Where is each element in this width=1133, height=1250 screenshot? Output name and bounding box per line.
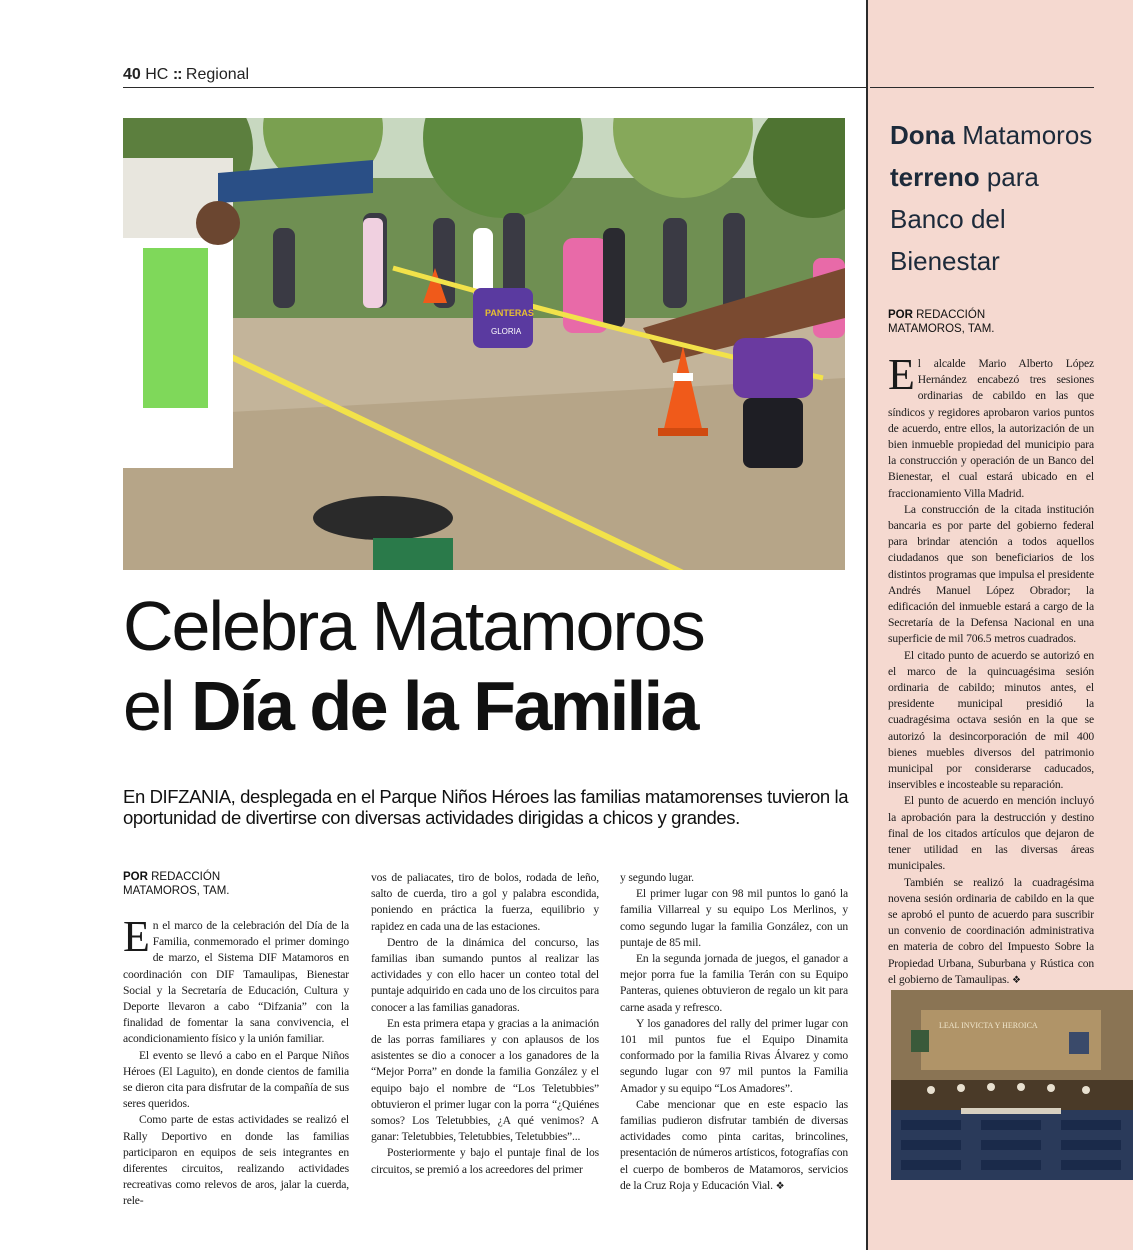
paragraph [888, 350, 1094, 502]
headline-prefix: el [123, 667, 174, 745]
byline-place: MATAMOROS, TAM. [123, 885, 230, 897]
header-rule [123, 87, 866, 88]
paragraph-text: l alcalde Mario Alberto López Hernández encabezó tres sesiones ordinarias de cabildo en las que síndicos y regidores aprobaron varios puntos de acuerdo, entre ellos, la autorización de un bien inmueble propiedad del municipio para la construcción y operación de un Banco del Bienestar, el cual estará ubicado en el fraccionamiento Villa Madrid. [888, 357, 1094, 500]
headline-bold: Día de la Familia [190, 667, 697, 745]
side-title-word: Dona [890, 120, 955, 150]
paragraph [888, 875, 1094, 989]
folio-separator: :: [172, 66, 182, 83]
main-column-1 [123, 912, 349, 1210]
main-photo [123, 118, 845, 570]
drop-cap: E [123, 912, 150, 961]
main-column-3 [620, 870, 848, 1195]
sidebar-header-rule [870, 87, 1094, 88]
paragraph-text: n el marco de la celebración del Día de la Familia, conmemorado el primer domingo de marzo, el Sistema DIF Matamoros en coordinación con DIF Tamaulipas, Bienestar Social y la Secretaría de Educación, Cultura y Deporte llevaron a cabo “Difzania” con la finalidad de fomentar la sana convivencia, el acondicionamiento físico y la unión familiar. [123, 919, 349, 1046]
paragraph-text: También se realizó la cuadragésima novena sesión ordinaria de cabildo en la que se aprobó el punto de acuerdo para suscribir un convenio de coordinación administrativa en materia de cobro del Impuesto Sobre la Propiedad Urbana, Suburbana y Rústica con el gobierno de Tamaulipas. [888, 875, 1094, 986]
side-title-line: Banco del [890, 204, 1006, 234]
side-title-word: para [986, 162, 1039, 192]
paragraph: Dentro de la dinámica del concurso, las familias iban sumando puntos al realizar las actividades y con ello hacer un conteo total del puntaje adquirido en cada uno de los circuitos para conocer a las familias ganadoras. [371, 935, 600, 1014]
paragraph: La construcción de la citada institución bancaria es por parte del gobierno federal para brindar atención a todos aquellos ciudadanos que son beneficiarios de los distintos programas que impulsa el presidente Andrés Manuel López Obrador; la edificación del inmueble estará a cargo de la Secretaría de la Defensa Nacional en una superficie de mil 706.5 metros cuadrados. [888, 502, 1094, 646]
page-number: 40 [123, 66, 141, 83]
side-byline [888, 308, 994, 336]
paragraph: El primer lugar con 98 mil puntos lo ganó la familia Villarreal y su equipo Los Merlinos, y como segundo lugar la familia González, con un puntaje de 85 mil. [620, 887, 848, 949]
brand-name: HC [145, 66, 169, 83]
main-column-2 [371, 870, 599, 1178]
column-divider [866, 0, 868, 1250]
byline-label: POR [888, 309, 913, 321]
photo-shirt-name: GLORIA [491, 327, 522, 336]
page-folio [123, 66, 249, 84]
main-byline [123, 870, 229, 898]
paragraph: El punto de acuerdo en mención incluyó la aprobación para la destrucción y destino final de los citados artículos que dejaron de tener utilidad en las diversas áreas municipales. [888, 794, 1094, 873]
paragraph: El evento se llevó a cabo en el Parque Niños Héroes (El Laguito), en donde cientos de familia se dieron cita para disfrutar de la compañía de sus seres queridos. [123, 1048, 349, 1111]
photo-shirt-text: PANTERAS [485, 308, 534, 318]
byline-place: MATAMOROS, TAM. [888, 323, 995, 335]
paragraph: y segundo lugar. [620, 871, 694, 884]
paragraph: Y los ganadores del rally del primer lugar con 101 mil puntos fue el Equipo Dinamita conformado por la familia Rivas Álvarez y como segundo lugar con 97 mil puntos la Familia Amador y su equipo “Los Amadores”. [620, 1016, 848, 1095]
paragraph-text: Cabe mencionar que en este espacio las familias pudieron disfrutar también de diversas actividades como pinta caritas, brincolines, presentación de números artísticos, fotografías con el cuerpo de bomberos de Matamoros, servicios de la Cruz Roja y Educación Vial. [620, 1097, 849, 1192]
byline-name: REDACCIÓN [916, 309, 986, 321]
main-headline [123, 586, 853, 746]
main-deck: En DIFZANIA, desplegada en el Parque Niños Héroes las familias matamorenses tuvieron la oportunidad de divertirse con diversas actividades dirigidas a chicos y grandes. [123, 786, 849, 828]
paragraph: En esta primera etapa y gracias a la animación de las porras familiares y con aplausos de los asistentes se dio a conocer a los ganadores de la “Mejor Porra” en donde la familia González y el equipo bajo el nombre de “Los Teletubbies” obtuvieron el primer lugar con la porra “¿Quiénes somos? Los Teletubbies, ¿A qué venimos? A ganar: Teletubbies, Teletubbies, Teletubbies”... [371, 1016, 599, 1144]
side-title-word: terreno [890, 162, 980, 192]
paragraph [620, 1097, 848, 1195]
paragraph: El citado punto de acuerdo se autorizó en el marco de la quincuagésima sesión ordinaria de cabildo; minutos antes, el presidente municipal presidió la cuadragésima octava sesión en la que se autorizó la desincorporación de mil 400 bienes muebles diversos del patrimonio municipal por considerarse caducados, inservibles e incosteable su reparación. [888, 648, 1094, 792]
side-photo [891, 990, 1133, 1180]
side-title-word: Matamoros [962, 120, 1093, 150]
byline-label: POR [123, 871, 148, 883]
section-name: Regional [185, 66, 250, 83]
paragraph: En la segunda jornada de juegos, el ganador a mejor porra fue la familia Terán con su Equipo Panteras, quienes obtuvieron de regalo un kit para carne asada y refresco. [620, 952, 848, 1014]
paragraph: vos de paliacates, tiro de bolos, rodada de leño, salto de cuerda, tiro a gol y palabra escondida, poniendo en práctica la fuerza, equilibrio y rapidez en cada una de las estaciones. [371, 871, 599, 933]
end-mark-icon: ❖ [775, 1180, 785, 1192]
side-column [888, 350, 1094, 989]
paragraph: Posteriormente y bajo el puntaje final de los circuitos, se premió a los acreedores del primer [371, 1146, 599, 1176]
drop-cap: E [888, 350, 915, 399]
headline-line-1: Celebra Matamoros [123, 587, 704, 665]
side-headline [890, 114, 1100, 282]
paragraph [123, 912, 349, 1048]
side-title-line: Bienestar [890, 246, 1000, 276]
end-mark-icon: ❖ [1012, 974, 1021, 986]
paragraph: Como parte de estas actividades se realizó el Rally Deportivo en donde las familias participaron en equipos de seis integrantes en diferentes circuitos, realizando actividades recreativas como relevos de aros, jalar la cuerda, rele- [123, 1113, 349, 1208]
photo-wall-text: LEAL INVICTA Y HEROICA [939, 1021, 1038, 1030]
byline-name: REDACCIÓN [151, 871, 221, 883]
headline-line-2 [123, 666, 853, 746]
